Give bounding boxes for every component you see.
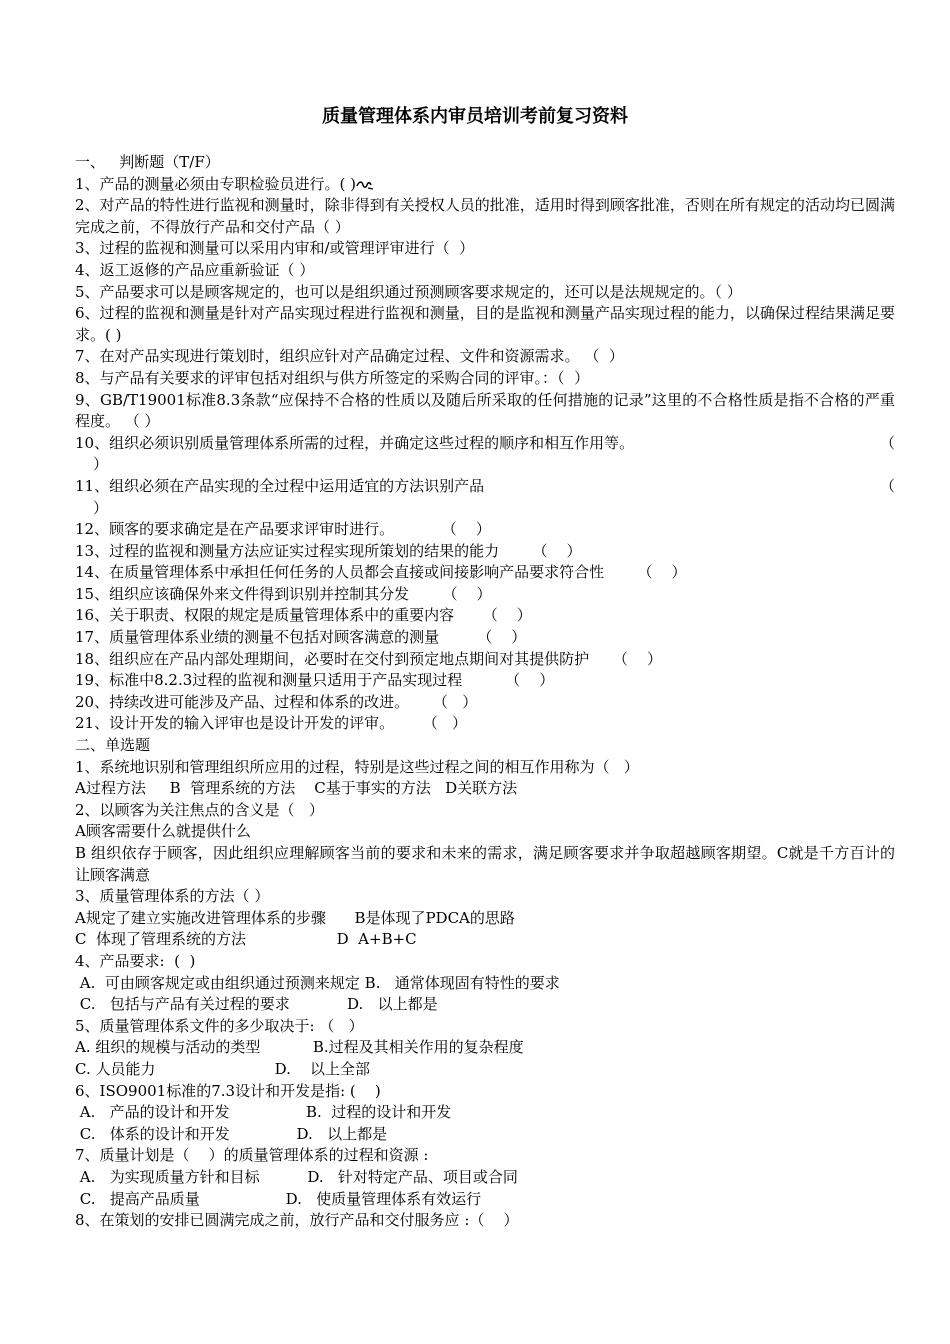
question-7: 7、在对产品实现进行策划时，组织应针对产品确定过程、文件和资源需求。 （ ）: [75, 347, 624, 366]
page-title: 质量管理体系内审员培训考前复习资料: [322, 106, 628, 127]
question-1: [75, 174, 895, 196]
question-10-close-line: [75, 454, 895, 476]
mc-line-11: C. 包括与产品有关过程的要求 D. 以上都是: [75, 995, 438, 1014]
mc-line-20: C. 提高产品质量 D. 使质量管理体系有效运行: [75, 1189, 482, 1208]
question-6: 6、过程的监视和测量是针对产品实现过程进行监视和测量，目的是监视和测量产品实现过程的能力，以确保过程结果满足要求。( ): [75, 304, 895, 344]
question-21: 21、设计开发的输入评审也是设计开发的评审。 （ ）: [75, 714, 468, 733]
question-19: 19、标准中8.2.3过程的监视和测量只适用于产品实现过程 （ ）: [75, 671, 555, 690]
mc-line-8: C 体现了管理系统的方法 D A+B+C: [75, 930, 417, 949]
question-4: 4、返工返修的产品应重新验证（ ）: [75, 260, 315, 279]
mc-line-15: 6、ISO9001标准的7.3设计和开发是指: ( ): [75, 1081, 381, 1100]
mc-line-19: A. 为实现质量方针和目标 D. 针对特定产品、项目或合同: [75, 1167, 518, 1186]
question-11-close-paren: ）: [93, 498, 109, 517]
question-8: 8、与产品有关要求的评审包括对组织与供方所签定的采购合同的评审。：（ ）: [75, 368, 590, 387]
question-15: 15、组织应该确保外来文件得到识别并控制其分发 （ ）: [75, 584, 492, 603]
mc-line-1: 1、系统地识别和管理组织所应用的过程，特别是这些过程之间的相互作用称为（ ）: [75, 757, 639, 776]
question-10-open-paren: （: [879, 433, 895, 452]
mc-line-5: B 组织依存于顾客，因此组织应理解顾客当前的要求和未来的需求，满足顾客要求并争取超越顾客期望。C就是千方百计的让顾客满意: [75, 844, 895, 884]
section-heading-single-choice: 二、单选题: [75, 736, 151, 755]
question-16: 16、关于职责、权限的规定是质量管理体系中的重要内容 （ ）: [75, 606, 532, 625]
mc-line-12: 5、质量管理体系文件的多少取决于: （ ）: [75, 1016, 364, 1035]
mc-line-14: C. 人员能力 D. 以上全部: [75, 1059, 371, 1078]
mc-line-13: A. 组织的规模与活动的类型 B.过程及其相关作用的复杂程度: [75, 1038, 524, 1057]
question-11-close-line: [75, 498, 895, 520]
mc-line-4: A顾客需要什么就提供什么: [75, 822, 251, 841]
question-3: 3、过程的监视和测量可以采用内审和/或管理评审进行（ ）: [75, 239, 475, 258]
question-14: 14、在质量管理体系中承担任何任务的人员都会直接或间接影响产品要求符合性 （ ）: [75, 563, 687, 582]
question-17: 17、质量管理体系业绩的测量不包括对顾客满意的测量 （ ）: [75, 628, 527, 647]
question-10-close-paren: ）: [93, 455, 109, 474]
question-1-text: 1、产品的测量必须由专职检验员进行。( ): [75, 174, 357, 193]
question-11: [75, 476, 895, 498]
question-10-text: 10、组织必须识别质量管理体系所需的过程，并确定这些过程的顺序和相互作用等。: [75, 433, 635, 452]
mc-line-10: A. 可由顾客规定或由组织通过预测来规定 B. 通常体现固有特性的要求: [75, 973, 560, 992]
question-10: [75, 433, 895, 455]
mc-line-9: 4、产品要求: ( ): [75, 951, 196, 970]
question-13: 13、过程的监视和测量方法应证实过程实现所策划的结果的能力 （ ）: [75, 541, 582, 560]
mc-line-6: 3、质量管理体系的方法（ ）: [75, 887, 270, 906]
question-9: 9、GB/T19001标准8.3条款“应保持不合格的性质以及随后所采取的任何措施的记录”这里的不合格性质是指不合格的严重程度。 （ ）: [75, 390, 895, 431]
question-20: 20、持续改进可能涉及产品、过程和体系的改进。 （ ）: [75, 692, 478, 711]
mc-line-18: 7、质量计划是（ ）的质量管理体系的过程和资源 :: [75, 1146, 429, 1165]
question-12: 12、顾客的要求确定是在产品要求评审时进行。 （ ）: [75, 520, 491, 539]
question-11-open-paren: （: [879, 476, 895, 495]
question-18: 18、组织应在产品内部处理期间，必要时在交付到预定地点期间对其提供防护 （ ）: [75, 649, 663, 668]
mc-line-21: 8、在策划的安排已圆满完成之前，放行产品和交付服务应 :（ ）: [75, 1211, 519, 1230]
question-11-text: 11、组织必须在产品实现的全过程中运用适宜的方法识别产品: [75, 476, 485, 495]
question-2: 2、对产品的特性进行监视和测量时，除非得到有关授权人员的批准，适用时得到顾客批准，否则在所有规定的活动均已圆满完成之前，不得放行产品和交付产品（ ）: [75, 196, 895, 236]
mc-line-17: C. 体系的设计和开发 D. 以上都是: [75, 1124, 388, 1143]
question-5: 5、产品要求可以是顾客规定的，也可以是组织通过预测顾客要求规定的，还可以是法规规定的。（ ）: [75, 282, 742, 301]
handwritten-mark-icon: [356, 179, 374, 191]
mc-line-2: A过程方法 B 管理系统的方法 C基于事实的方法 D关联方法: [75, 779, 518, 798]
section-heading-true-false: 一、 判断题（T/F）: [75, 153, 220, 171]
mc-line-3: 2、以顾客为关注焦点的含义是（ ）: [75, 800, 324, 819]
mc-line-7: A规定了建立实施改进管理体系的步骤 B是体现了PDCA的思路: [75, 908, 515, 927]
document-body: [75, 152, 895, 1232]
mc-line-16: A. 产品的设计和开发 B. 过程的设计和开发: [75, 1103, 452, 1122]
